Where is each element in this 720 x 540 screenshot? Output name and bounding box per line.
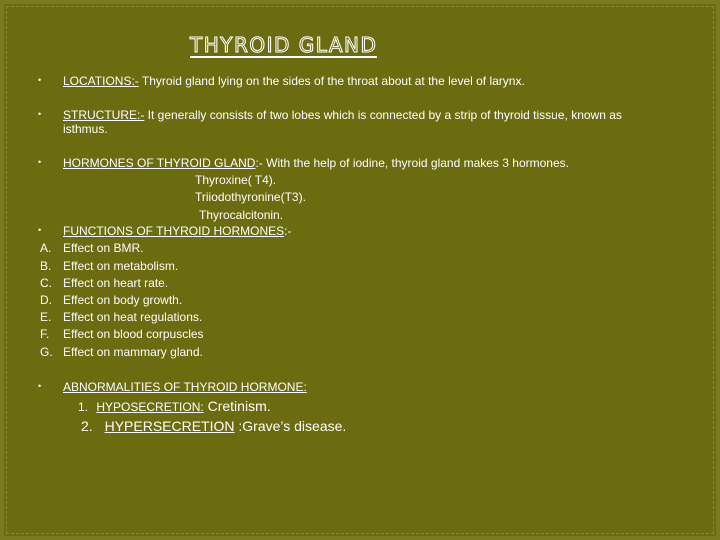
function-item: Effect on BMR. bbox=[63, 241, 144, 255]
hypersecretion-label: HYPERSECRETION bbox=[104, 418, 235, 434]
function-item: Effect on mammary gland. bbox=[63, 345, 203, 359]
function-letter: A. bbox=[40, 241, 52, 255]
function-item: Effect on blood corpuscles bbox=[63, 327, 204, 341]
bullet-icon: • bbox=[38, 109, 42, 119]
function-letter: E. bbox=[40, 310, 52, 324]
abnormality-item bbox=[81, 418, 346, 434]
hormones-label: HORMONES OF THYROID GLAND bbox=[63, 156, 256, 170]
functions-suffix: :- bbox=[284, 224, 292, 238]
hormones-text: :- With the help of iodine, thyroid gland makes 3 hormones. bbox=[255, 156, 569, 170]
function-letter: D. bbox=[40, 293, 52, 307]
hormone-item: Triiodothyronine(T3). bbox=[195, 190, 306, 204]
hypersecretion-text: :Grave’s disease. bbox=[234, 418, 347, 434]
hyposecretion-label: HYPOSECRETION: bbox=[96, 400, 204, 414]
function-item: Effect on heart rate. bbox=[63, 276, 169, 290]
function-letter: C. bbox=[40, 276, 52, 290]
abnormality-item bbox=[78, 399, 271, 414]
bullet-icon: • bbox=[38, 75, 42, 85]
abnormalities-label: ABNORMALITIES OF THYROID HORMONE: bbox=[63, 380, 307, 394]
function-letter: B. bbox=[40, 259, 52, 273]
functions-label: FUNCTIONS OF THYROID HORMONES bbox=[63, 224, 285, 238]
slide-title: THYROID GLAND bbox=[190, 33, 378, 57]
structure-label: STRUCTURE:- bbox=[63, 108, 145, 122]
structure-text: It generally consists of two lobes which is connected by a strip of thyroid tissue, known as bbox=[144, 108, 622, 122]
hormones-line bbox=[63, 156, 569, 170]
bullet-icon: • bbox=[38, 157, 42, 167]
abnormality-number: 1. bbox=[78, 400, 89, 414]
hormone-item: Thyroxine( T4). bbox=[195, 173, 277, 187]
bullet-icon: • bbox=[38, 225, 42, 235]
bullet-icon: • bbox=[38, 381, 42, 391]
locations-line bbox=[63, 74, 525, 88]
function-item: Effect on body growth. bbox=[63, 293, 183, 307]
structure-line bbox=[63, 108, 622, 122]
abnormality-number: 2. bbox=[81, 418, 93, 434]
function-letter: G. bbox=[40, 345, 53, 359]
function-item: Effect on heat regulations. bbox=[63, 310, 203, 324]
hyposecretion-text: Cretinism. bbox=[203, 398, 271, 414]
function-item: Effect on metabolism. bbox=[63, 259, 179, 273]
functions-line bbox=[63, 224, 291, 238]
structure-text-cont: isthmus. bbox=[63, 122, 108, 136]
hormone-item: Thyrocalcitonin. bbox=[199, 208, 284, 222]
locations-label: LOCATIONS:- bbox=[63, 74, 139, 88]
function-letter: F. bbox=[40, 327, 50, 341]
locations-text: Thyroid gland lying on the sides of the throat about at the level of larynx. bbox=[138, 74, 525, 88]
